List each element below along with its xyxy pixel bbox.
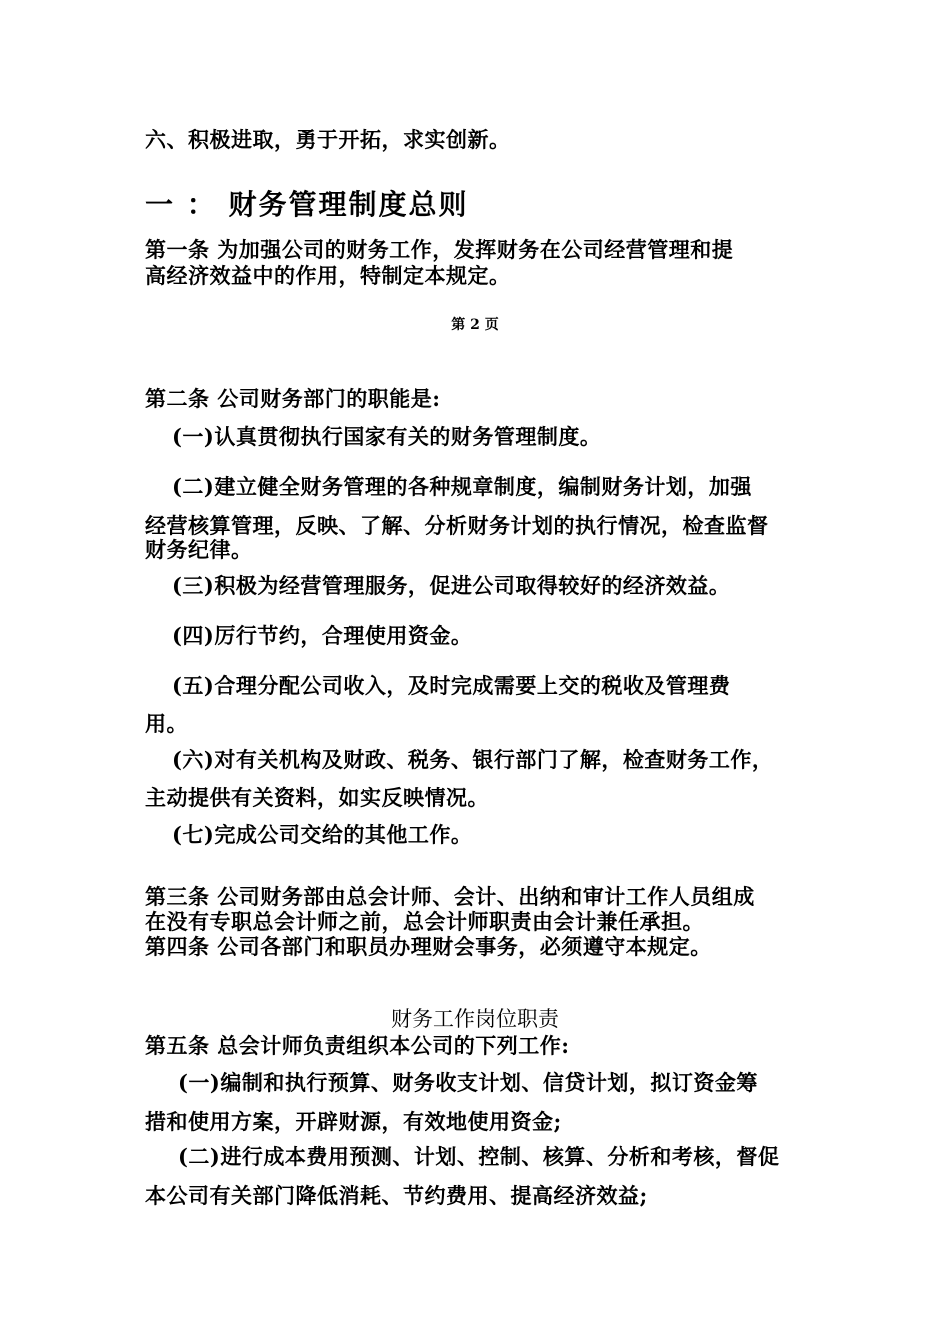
article-5-item-2-line-2: 本公司有关部门降低消耗、节约费用、提高经济效益; (145, 1183, 648, 1208)
article-5-item-1-line-2: 措和使用方案，开辟财源，有效地使用资金; (145, 1109, 562, 1134)
article-2-item-2-line-1: (二)建立健全财务管理的各种规章制度，编制财务计划，加强 (172, 474, 752, 499)
article-2-item-2-line-3: 财务纪律。 (145, 537, 253, 562)
article-2-item-1: (一)认真贯彻执行国家有关的财务管理制度。 (172, 424, 602, 449)
item-6: 六、积极进取，勇于开拓，求实创新。 (145, 127, 511, 152)
section-title: 财务工作岗位职责 (391, 1007, 559, 1031)
article-5-item-1-line-1: (一)编制和执行预算、财务收支计划、信贷计划，拟订资金筹 (178, 1070, 758, 1095)
article-2-item-6-line-2: 主动提供有关资料，如实反映情况。 (145, 785, 489, 810)
article-4: 第四条 公司各部门和职员办理财会事务，必须遵守本规定。 (145, 934, 712, 959)
heading-general-rules: 一 ： 财务管理制度总则 (145, 188, 469, 221)
article-2-item-4: (四)厉行节约，合理使用资金。 (172, 623, 473, 648)
article-1-line-1: 第一条 为加强公司的财务工作，发挥财务在公司经营管理和提 (145, 237, 734, 262)
article-2-item-5-line-2: 用。 (145, 711, 188, 736)
article-2-item-3: (三)积极为经营管理服务，促进公司取得较好的经济效益。 (172, 573, 731, 598)
page-number: 第 2 页 (451, 317, 499, 333)
article-1-line-2: 高经济效益中的作用，特制定本规定。 (145, 263, 511, 288)
article-2-item-5-line-1: (五)合理分配公司收入，及时完成需要上交的税收及管理费 (172, 673, 731, 698)
article-2-item-6-line-1: (六)对有关机构及财政、税务、银行部门了解，检查财务工作， (172, 747, 774, 772)
article-3-line-1: 第三条 公司财务部由总会计师、会计、出纳和审计工作人员组成 (145, 884, 755, 909)
article-5-item-2-line-1: (二)进行成本费用预测、计划、控制、核算、分析和考核，督促 (178, 1144, 780, 1169)
article-2-item-2-line-2: 经营核算管理，反映、了解、分析财务计划的执行情况，检查监督 (145, 513, 769, 538)
article-2-item-7: (七)完成公司交给的其他工作。 (172, 822, 473, 847)
article-5-title: 第五条 总会计师负责组织本公司的下列工作: (145, 1033, 570, 1058)
article-2-title: 第二条 公司财务部门的职能是: (145, 386, 441, 411)
article-3-line-2: 在没有专职总会计师之前，总会计师职责由会计兼任承担。 (145, 909, 704, 934)
